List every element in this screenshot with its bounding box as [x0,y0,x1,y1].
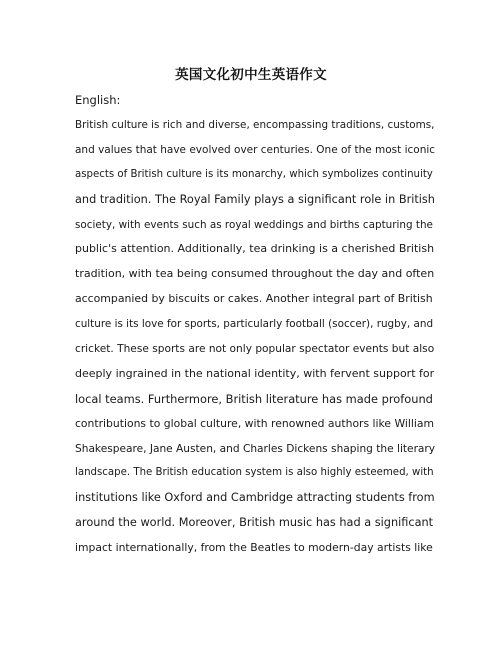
paragraph-line: Shakespeare, Jane Austen, and Charles Dickens shaping the literary [75,442,436,455]
paragraph-line: and values that have evolved over centuries. One of the most iconic [75,143,436,156]
paragraph-line: landscape. The British education system is also highly esteemed, with [75,467,434,479]
paragraph-line: around the world. Moreover, British music has had a significant [75,516,434,530]
paragraph-line: society, with events such as royal weddings and births capturing the [75,218,433,231]
paragraph-line: deeply ingrained in the national identity, with fervent support for [75,366,435,380]
paragraph-line: impact internationally, from the Beatles to modern-day artists like [75,541,433,555]
paragraph-line: tradition, with tea being consumed throughout the day and often [75,267,435,281]
paragraph-line: public's attention. Additionally, tea drinking is a cherished British [75,242,435,256]
paragraph-line: cricket. These sports are not only popular spectator events but also [75,343,435,356]
paragraph-line: aspects of British culture is its monarchy, which symbolizes continuity [75,168,433,180]
paragraph-line: contributions to global culture, with renowned authors like William [75,416,435,430]
paragraph-line: culture is its love for sports, particularly football (soccer), rugby, and [75,318,434,331]
document-title: 英国文化初中生英语作文 [175,67,327,83]
section-label: English: [75,93,121,107]
paragraph-line: accompanied by biscuits or cakes. Another integral part of British [75,292,433,306]
paragraph-line: institutions like Oxford and Cambridge attracting students from [75,491,435,505]
body-paragraph [75,113,435,561]
paragraph-line: local teams. Furthermore, British literature has made profound [75,391,433,406]
paragraph-line: and tradition. The Royal Family plays a significant role in British [75,192,435,206]
paragraph-line: British culture is rich and diverse, encompassing traditions, customs, [75,119,435,131]
